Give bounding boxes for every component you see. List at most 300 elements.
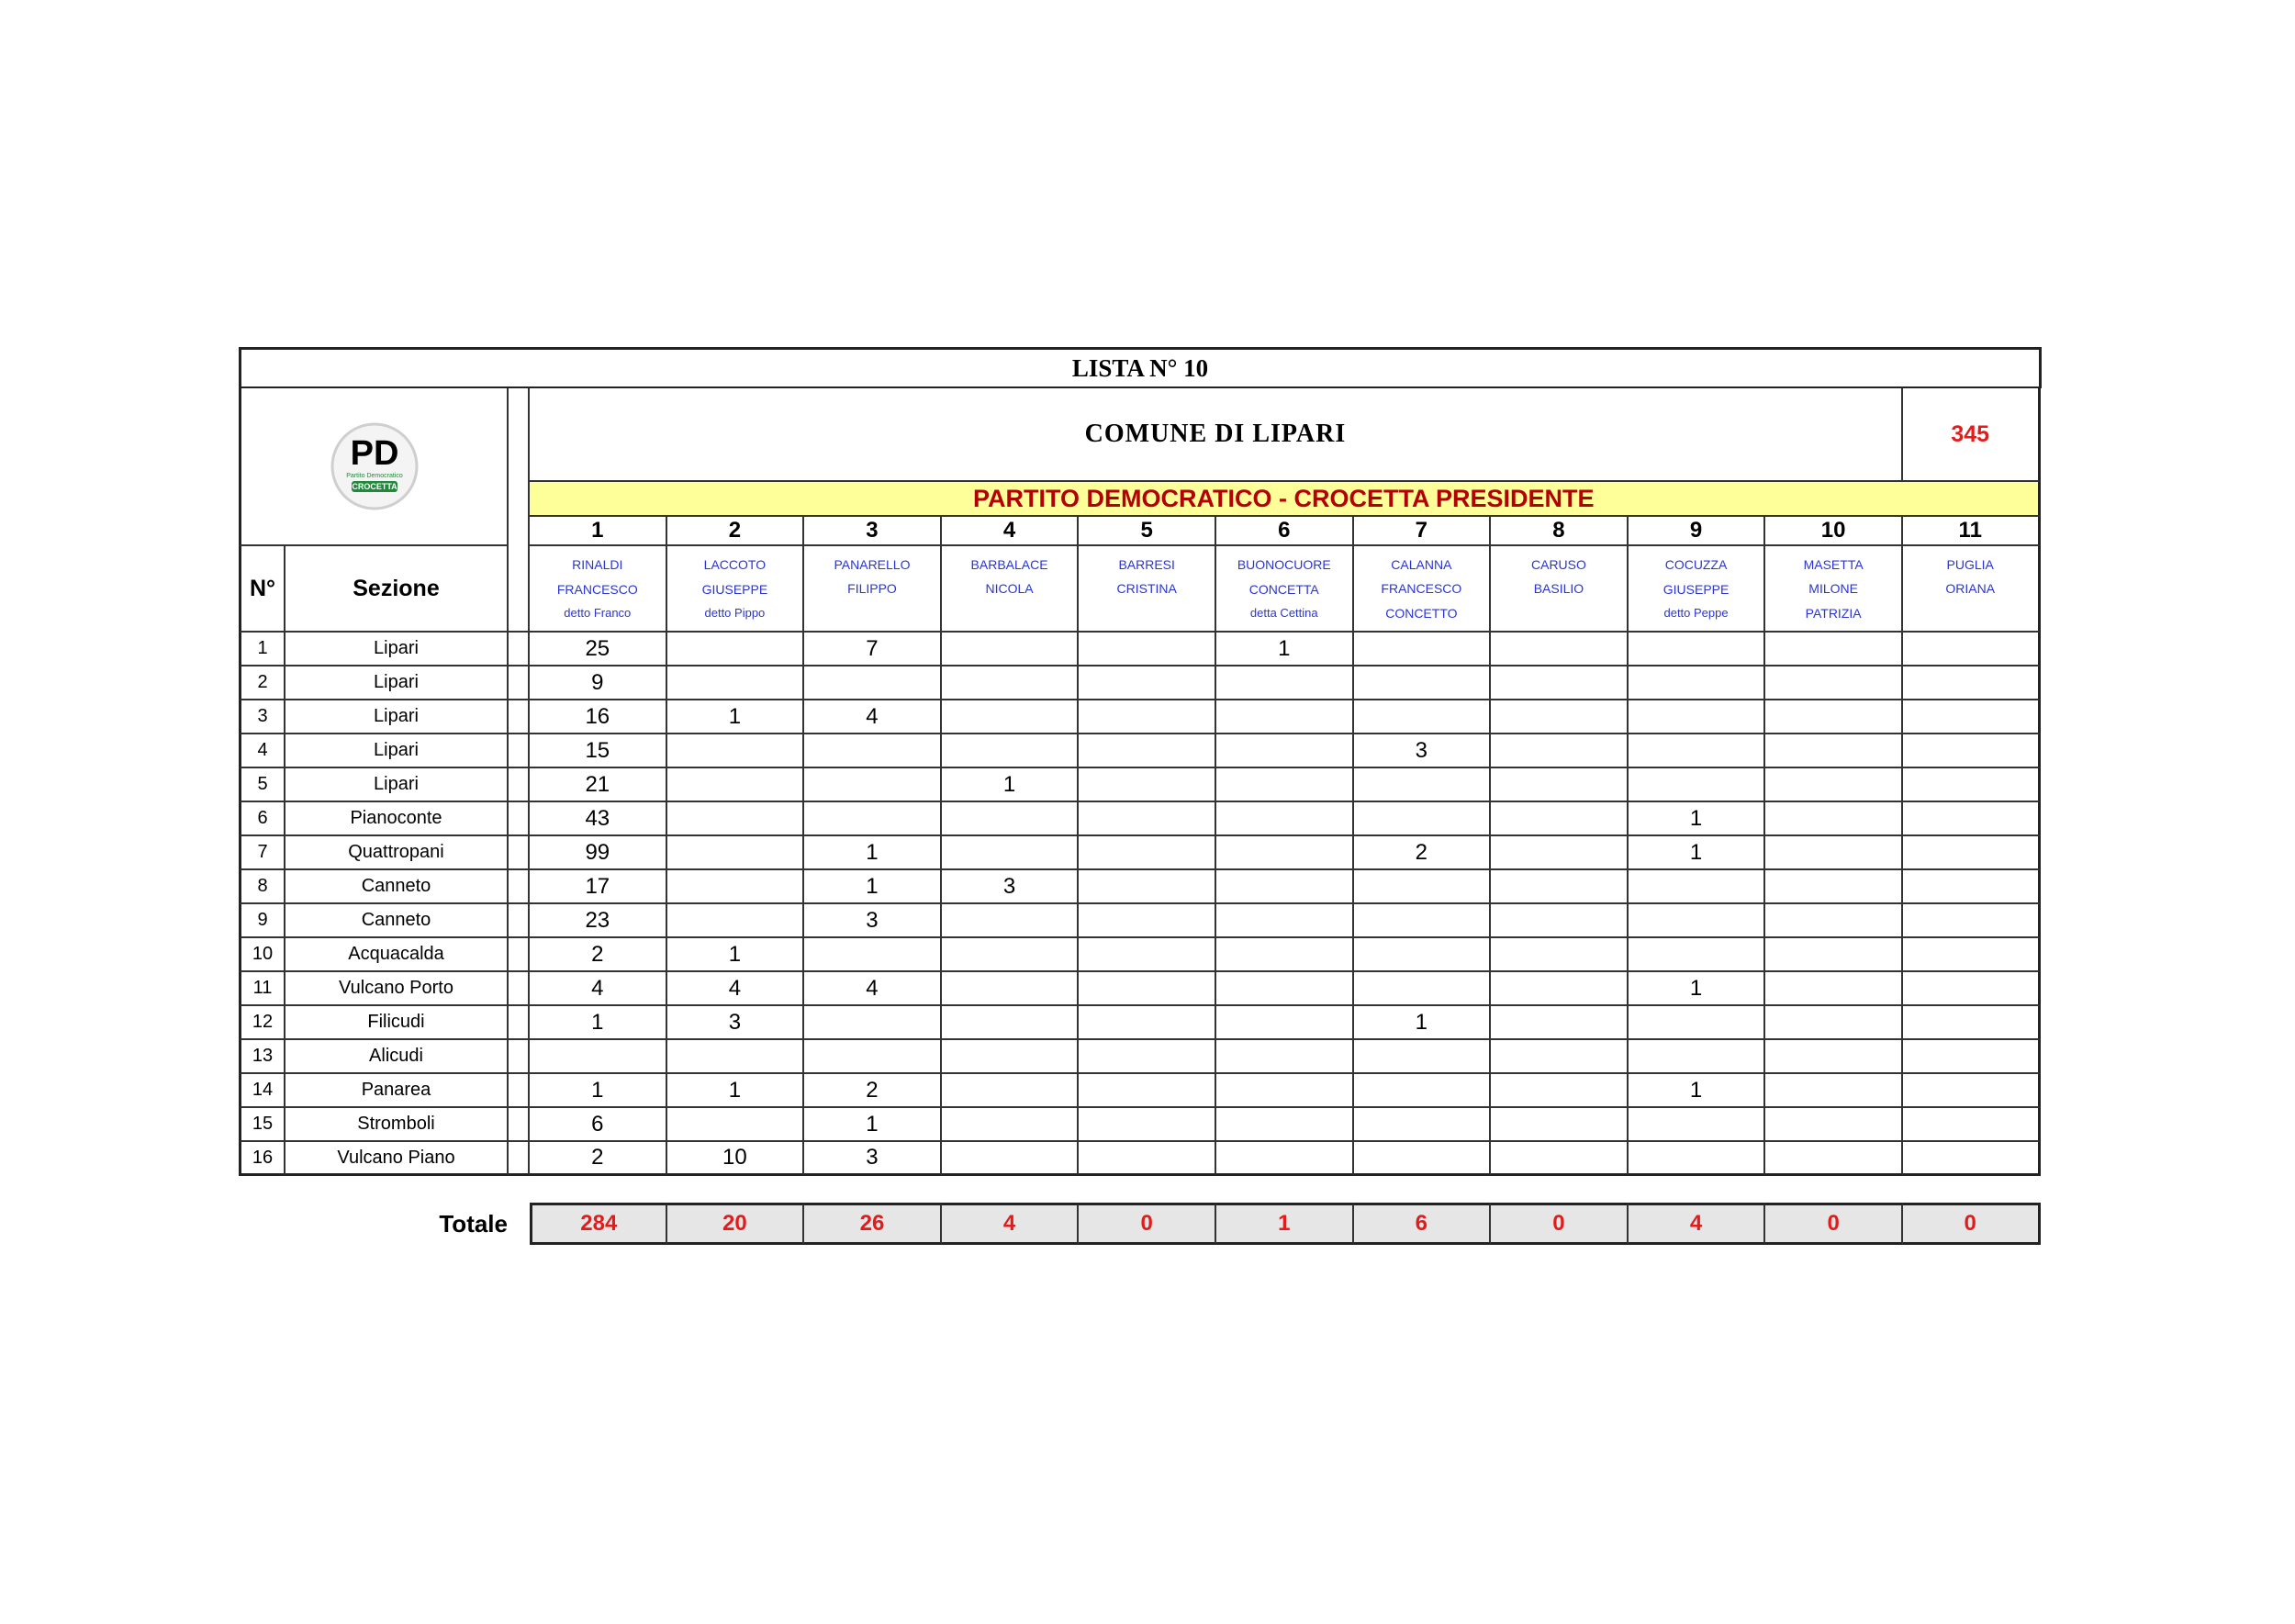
vote-cell [1491,904,1629,938]
vote-cell [1765,904,1903,938]
vote-cell [804,1040,942,1074]
vote-cell [1079,1142,1216,1176]
vote-cell [1903,633,2041,666]
candidate-number: 10 [1765,517,1903,546]
vote-cell [530,1040,667,1074]
candidate-line3: detto Pippo [704,606,766,621]
vote-cell [1903,700,2041,734]
vote-cell [942,1006,1080,1040]
vote-cell [1354,938,1492,972]
vote-cell: 2 [804,1074,942,1108]
vote-cell [804,768,942,802]
vote-cell [942,1074,1080,1108]
vote-cell [1629,768,1766,802]
row-sezione: Lipari [285,734,509,768]
vote-cell [1491,666,1629,700]
vote-cell: 1 [804,870,942,904]
row-spacer [509,1040,530,1074]
vote-cell [1079,666,1216,700]
vote-cell [1903,870,2041,904]
vote-cell [1354,1108,1492,1142]
vote-cell [942,666,1080,700]
candidate-line2: ORIANA [1945,581,1996,596]
total-cell: 0 [1903,1203,2041,1245]
row-number: 2 [239,666,285,700]
vote-cell [1491,1040,1629,1074]
candidate-name-header [942,546,1080,633]
vote-cell [667,633,805,666]
candidate-line1: MASETTA [1803,556,1864,572]
vote-cell [1903,1040,2041,1074]
row-sezione: Acquacalda [285,938,509,972]
candidate-line1: BUONOCUORE [1237,556,1331,572]
candidate-name-header [1216,546,1354,633]
vote-cell: 1 [1629,802,1766,836]
vote-cell [1354,972,1492,1006]
candidate-line2: CONCETTA [1248,581,1319,597]
vote-cell [942,734,1080,768]
row-spacer [509,1006,530,1040]
vote-cell [1629,1006,1766,1040]
candidate-line1: CARUSO [1531,556,1586,572]
vote-cell [1765,1074,1903,1108]
vote-cell: 1 [942,768,1080,802]
vote-cell [942,802,1080,836]
candidate-number: 1 [530,517,667,546]
row-number: 3 [239,700,285,734]
row-number: 7 [239,836,285,870]
vote-cell [1354,802,1492,836]
vote-cell [1491,972,1629,1006]
results-sheet [239,347,2042,1176]
candidate-line3: detto Peppe [1663,606,1729,621]
vote-cell [1216,972,1354,1006]
vote-cell [804,734,942,768]
vote-cell [1903,1108,2041,1142]
candidate-line3: detto Franco [564,606,632,621]
vote-cell: 2 [1354,836,1492,870]
vote-cell [1765,633,1903,666]
vote-cell: 21 [530,768,667,802]
vote-cell [1629,870,1766,904]
vote-cell [1491,633,1629,666]
vote-cell [1629,700,1766,734]
vote-cell [1765,1040,1903,1074]
vote-cell [1354,1074,1492,1108]
vote-cell [1491,700,1629,734]
vote-cell [667,666,805,700]
vote-cell: 1 [804,836,942,870]
vote-cell [1765,938,1903,972]
vote-cell: 43 [530,802,667,836]
vote-cell: 4 [667,972,805,1006]
vote-cell [804,938,942,972]
row-sezione: Vulcano Piano [285,1142,509,1176]
candidate-number: 4 [942,517,1080,546]
n-column-header: N° [239,546,285,633]
vote-cell [1629,734,1766,768]
vote-cell [1216,666,1354,700]
vote-cell [1491,870,1629,904]
vote-cell [1903,1142,2041,1176]
vote-cell [1765,1108,1903,1142]
vote-cell [1079,1074,1216,1108]
vote-cell: 1 [667,938,805,972]
vote-cell: 1 [1216,633,1354,666]
vote-cell [1903,1006,2041,1040]
vote-cell [1491,1142,1629,1176]
candidate-name-header [667,546,805,633]
vote-cell [1216,836,1354,870]
vote-cell [1354,904,1492,938]
candidate-line3 [1968,607,1972,620]
row-spacer [509,972,530,1006]
row-spacer [509,904,530,938]
vote-cell: 3 [804,1142,942,1176]
vote-cell [1491,734,1629,768]
vote-cell [1216,1006,1354,1040]
candidate-name-header [1491,546,1629,633]
vote-cell [1629,904,1766,938]
vote-cell [1765,1142,1903,1176]
results-grid [239,388,2042,1176]
row-spacer [509,938,530,972]
candidate-name-header [1629,546,1766,633]
vote-cell [1354,700,1492,734]
row-spacer [509,734,530,768]
candidate-line3 [870,607,874,620]
vote-cell [1903,972,2041,1006]
vote-cell [1354,768,1492,802]
row-number: 4 [239,734,285,768]
row-spacer [509,1074,530,1108]
candidate-number: 7 [1354,517,1492,546]
vote-cell [1079,1040,1216,1074]
vote-cell: 3 [942,870,1080,904]
vote-cell [1216,904,1354,938]
row-spacer [509,700,530,734]
vote-cell: 17 [530,870,667,904]
row-number: 12 [239,1006,285,1040]
vote-cell [1216,700,1354,734]
vote-cell [1079,904,1216,938]
row-sezione: Stromboli [285,1108,509,1142]
vote-cell: 99 [530,836,667,870]
vote-cell [1765,768,1903,802]
row-sezione: Alicudi [285,1040,509,1074]
vote-cell: 1 [1629,836,1766,870]
vote-cell: 4 [804,700,942,734]
row-spacer [509,870,530,904]
candidate-line2: BASILIO [1533,581,1584,596]
vote-cell [804,802,942,836]
vote-cell: 1 [804,1108,942,1142]
vote-cell [804,666,942,700]
vote-cell: 4 [804,972,942,1006]
candidate-line2: CRISTINA [1116,581,1177,596]
candidate-name-header [1079,546,1216,633]
vote-cell [1903,938,2041,972]
vote-cell [1491,768,1629,802]
row-number: 16 [239,1142,285,1176]
vote-cell: 3 [1354,734,1492,768]
vote-cell [1491,1108,1629,1142]
vote-cell: 4 [530,972,667,1006]
row-sezione: Vulcano Porto [285,972,509,1006]
candidate-line2: GIUSEPPE [701,581,768,597]
vote-cell [1079,768,1216,802]
vote-cell [667,768,805,802]
row-sezione: Panarea [285,1074,509,1108]
vote-cell: 15 [530,734,667,768]
vote-cell [1491,802,1629,836]
vote-cell [667,802,805,836]
total-cell: 6 [1354,1203,1492,1245]
vote-cell [1491,836,1629,870]
vote-cell [942,836,1080,870]
total-cell: 0 [1765,1203,1903,1245]
candidate-line3 [1008,607,1012,620]
candidate-line3 [1145,607,1148,620]
candidate-number: 2 [667,517,805,546]
candidate-line2: GIUSEPPE [1662,581,1730,597]
vote-cell [667,734,805,768]
row-sezione: Lipari [285,700,509,734]
vote-cell [1903,666,2041,700]
vote-cell [1903,802,2041,836]
vote-cell [1629,666,1766,700]
total-cell: 20 [667,1203,805,1245]
row-sezione: Lipari [285,768,509,802]
row-number: 9 [239,904,285,938]
row-number: 6 [239,802,285,836]
logo-banner: CROCETTA [351,482,397,491]
candidate-number: 11 [1903,517,2041,546]
pd-logo-icon [324,420,425,512]
vote-cell [1216,1142,1354,1176]
vote-cell [804,1006,942,1040]
candidate-name-header [1354,546,1492,633]
vote-cell [1765,1006,1903,1040]
row-number: 13 [239,1040,285,1074]
vote-cell [667,1040,805,1074]
total-cell: 0 [1491,1203,1629,1245]
candidate-line3: detta Cettina [1249,606,1318,621]
vote-cell [1491,938,1629,972]
vote-cell [1079,700,1216,734]
totals-row [239,1203,2042,1245]
candidate-line3 [1557,607,1561,620]
candidate-line1: CALANNA [1391,556,1452,572]
vote-cell [1354,870,1492,904]
total-cell: 26 [804,1203,942,1245]
vote-cell [942,1142,1080,1176]
vote-cell [1629,633,1766,666]
vote-cell [1765,836,1903,870]
vote-cell [1216,1074,1354,1108]
row-number: 1 [239,633,285,666]
row-spacer [509,802,530,836]
row-sezione: Canneto [285,870,509,904]
candidate-name-header [804,546,942,633]
vote-cell: 10 [667,1142,805,1176]
vote-cell: 16 [530,700,667,734]
vote-cell [1079,836,1216,870]
vote-cell [1903,1074,2041,1108]
vote-cell: 3 [804,904,942,938]
row-number: 14 [239,1074,285,1108]
total-cell: 1 [1216,1203,1354,1245]
vote-cell [1216,1108,1354,1142]
candidate-line3: CONCETTO [1385,605,1458,621]
vote-cell [1903,836,2041,870]
vote-cell [1079,734,1216,768]
vote-cell: 9 [530,666,667,700]
vote-cell: 23 [530,904,667,938]
row-spacer [509,666,530,700]
candidate-number: 9 [1629,517,1766,546]
candidate-number: 8 [1491,517,1629,546]
vote-cell [667,1108,805,1142]
vote-cell [1079,938,1216,972]
candidate-name-header [530,546,667,633]
row-sezione: Lipari [285,633,509,666]
vote-cell [942,700,1080,734]
candidate-number: 3 [804,517,942,546]
vote-cell [1765,734,1903,768]
candidate-line2: FRANCESCO [556,581,638,597]
row-sezione: Lipari [285,666,509,700]
logo-letters: PD [350,434,398,473]
candidate-line2: MILONE [1808,581,1858,596]
vote-cell [942,1108,1080,1142]
vote-cell: 1 [1354,1006,1492,1040]
candidate-line1: BARBALACE [970,556,1048,572]
vote-cell [1216,734,1354,768]
vote-cell [942,938,1080,972]
total-cell: 284 [530,1203,667,1245]
vote-cell [1354,1142,1492,1176]
vote-cell [942,972,1080,1006]
vote-cell [1629,1108,1766,1142]
list-total: 345 [1903,388,2041,482]
vote-cell: 1 [530,1006,667,1040]
vote-cell [942,633,1080,666]
vote-cell [1216,1040,1354,1074]
vote-cell: 1 [530,1074,667,1108]
row-sezione: Canneto [285,904,509,938]
vote-cell: 2 [530,1142,667,1176]
vote-cell [942,1040,1080,1074]
candidate-name-header [1903,546,2041,633]
vote-cell: 1 [667,1074,805,1108]
totals-label: Totale [439,1209,508,1238]
vote-cell [1629,1142,1766,1176]
candidate-line1: RINALDI [572,556,623,572]
logo-subtitle: Partito Democratico [345,473,403,479]
vote-cell [942,904,1080,938]
party-logo [239,388,509,546]
vote-cell [1079,633,1216,666]
total-cell: 4 [942,1203,1080,1245]
candidate-number: 6 [1216,517,1354,546]
row-sezione: Quattropani [285,836,509,870]
candidate-line1: COCUZZA [1664,556,1728,572]
candidate-name-header [1765,546,1903,633]
vote-cell [667,836,805,870]
row-number: 15 [239,1108,285,1142]
vote-cell [1491,1006,1629,1040]
row-number: 8 [239,870,285,904]
list-title: LISTA N° 10 [239,347,2042,388]
vote-cell [1765,870,1903,904]
party-name: PARTITO DEMOCRATICO - CROCETTA PRESIDENTE [530,482,2041,517]
vote-cell [1079,870,1216,904]
candidate-line1: PUGLIA [1946,556,1994,572]
vote-cell [1079,802,1216,836]
vote-cell [667,904,805,938]
total-cell: 0 [1079,1203,1216,1245]
vote-cell [1216,768,1354,802]
vote-cell [1629,938,1766,972]
vote-cell: 6 [530,1108,667,1142]
vote-cell [1765,666,1903,700]
row-spacer [509,768,530,802]
vote-cell [1765,972,1903,1006]
vote-cell: 1 [667,700,805,734]
vote-cell [1079,972,1216,1006]
vote-cell [1354,633,1492,666]
vote-cell: 1 [1629,972,1766,1006]
vote-cell [1216,870,1354,904]
candidate-line1: PANARELLO [834,556,911,572]
vote-cell [1079,1006,1216,1040]
row-number: 10 [239,938,285,972]
candidate-line2: FILIPPO [847,581,897,596]
row-spacer [509,836,530,870]
candidate-line1: BARRESI [1118,556,1175,572]
vote-cell [1216,802,1354,836]
vote-cell: 3 [667,1006,805,1040]
vote-cell [1491,1074,1629,1108]
vote-cell: 1 [1629,1074,1766,1108]
row-spacer [509,1108,530,1142]
row-number: 11 [239,972,285,1006]
row-sezione: Filicudi [285,1006,509,1040]
sezione-column-header: Sezione [285,546,509,633]
vote-cell: 25 [530,633,667,666]
vote-cell [1765,700,1903,734]
candidate-line1: LACCOTO [703,556,767,572]
comune-title: COMUNE DI LIPARI [530,388,1903,482]
total-cell: 4 [1629,1203,1766,1245]
vote-cell [1765,802,1903,836]
candidate-line2: FRANCESCO [1381,581,1462,596]
vote-cell [1354,666,1492,700]
candidate-number: 5 [1079,517,1216,546]
candidate-line3: PATRIZIA [1805,605,1862,621]
vote-cell [1354,1040,1492,1074]
row-sezione: Pianoconte [285,802,509,836]
spacer-column [509,388,530,633]
vote-cell [1903,768,2041,802]
vote-cell [667,870,805,904]
vote-cell [1216,938,1354,972]
row-spacer [509,633,530,666]
row-number: 5 [239,768,285,802]
vote-cell [1079,1108,1216,1142]
vote-cell: 2 [530,938,667,972]
